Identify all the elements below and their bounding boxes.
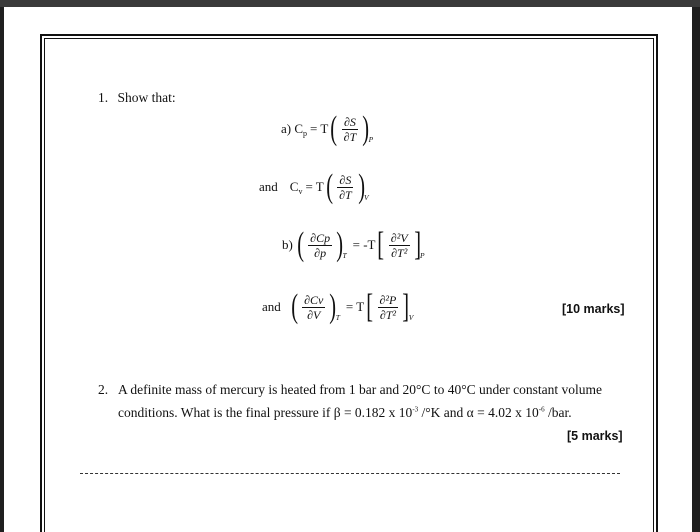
frac-num: ∂S — [343, 114, 356, 129]
frac-num: ∂²V — [390, 230, 408, 245]
eq-b-rbracket: ] — [413, 226, 421, 263]
frac-den: ∂T — [339, 187, 352, 202]
eq-bcv-fraction-left — [302, 294, 325, 321]
equation-b-cp — [282, 228, 425, 262]
q2-exponent-1: -3 — [412, 405, 419, 414]
eq-cv-label: C — [289, 179, 299, 194]
eq-a-rparen: ) — [362, 110, 370, 147]
eq-a-subscript: P — [368, 135, 374, 144]
question-1-prompt: Show that: — [117, 90, 176, 105]
frac-den: ∂T² — [391, 245, 408, 260]
q2-exponent-2: -6 — [538, 405, 545, 414]
question-1-marks: [10 marks] — [562, 302, 625, 316]
eq-b-rparen: ) — [336, 226, 344, 263]
question-2-marks: [5 marks] — [567, 429, 623, 443]
eq-cv-equals-T: = T — [305, 179, 324, 194]
eq-bcv-fraction-right — [378, 294, 399, 321]
eq-bcv-rparen: ) — [329, 288, 337, 325]
eq-a-lparen: ( — [330, 110, 338, 147]
window-top-bar — [0, 0, 700, 7]
frac-den: ∂T² — [379, 307, 397, 322]
eq-cv-fraction — [337, 174, 354, 201]
frac-num: ∂Cp — [310, 230, 331, 245]
equation-a-cp — [281, 112, 373, 146]
frac-num: ∂S — [339, 172, 352, 187]
eq-a-equals-T: = T — [310, 121, 329, 136]
eq-bcv-lbracket: [ — [366, 288, 374, 325]
eq-b-fraction-left — [308, 232, 332, 259]
and-label-2: and — [262, 299, 281, 314]
equation-b-cv — [262, 290, 413, 324]
eq-bcv-subscript-T: T — [335, 313, 340, 322]
q2-line2-part2: /°K and α = 4.02 x 10 — [418, 405, 539, 420]
eq-b-lparen: ( — [297, 226, 304, 263]
eq-cv-rparen: ) — [357, 168, 365, 205]
eq-a-label: a) C — [281, 121, 304, 136]
question-1-number: 1. — [98, 90, 109, 105]
question-2-line-1: A definite mass of mercury is heated from 1 bar and 20°C to 40°C under constant volume — [118, 382, 602, 397]
q2-line2-part1: conditions. What is the final pressure if β = 0.182 x 10 — [118, 405, 413, 420]
dashed-separator — [80, 473, 620, 474]
eq-cv-sub: v — [298, 187, 303, 196]
frac-den: ∂p — [314, 245, 327, 260]
eq-bcv-equals-T: = T — [345, 299, 365, 314]
eq-b-label: b) — [282, 237, 293, 252]
frac-den: ∂V — [307, 307, 321, 322]
eq-cv-subscript: V — [364, 193, 369, 202]
question-2-line-2 — [118, 405, 572, 421]
frac-num: ∂²P — [379, 292, 397, 307]
and-label-1: and — [259, 179, 278, 194]
question-1-heading — [98, 90, 176, 106]
eq-cv-lparen: ( — [326, 168, 333, 205]
eq-b-subscript-T: T — [342, 251, 347, 260]
q2-line2-part3: /bar. — [544, 405, 572, 420]
eq-a-fraction — [342, 116, 359, 143]
eq-bcv-rbracket: ] — [402, 288, 410, 325]
eq-bcv-lparen: ( — [291, 288, 298, 325]
eq-b-equals-negT: = -T — [352, 237, 376, 252]
eq-a-sub: p — [303, 129, 308, 138]
eq-bcv-subscript-V: V — [408, 313, 414, 322]
eq-b-fraction-right — [389, 232, 410, 259]
question-2-number: 2. — [98, 382, 109, 397]
equation-a-cv — [259, 170, 369, 204]
eq-b-lbracket: [ — [377, 226, 385, 263]
frac-num: ∂Cv — [304, 292, 324, 307]
frac-den: ∂T — [343, 129, 357, 144]
eq-b-subscript-P: P — [419, 251, 425, 260]
